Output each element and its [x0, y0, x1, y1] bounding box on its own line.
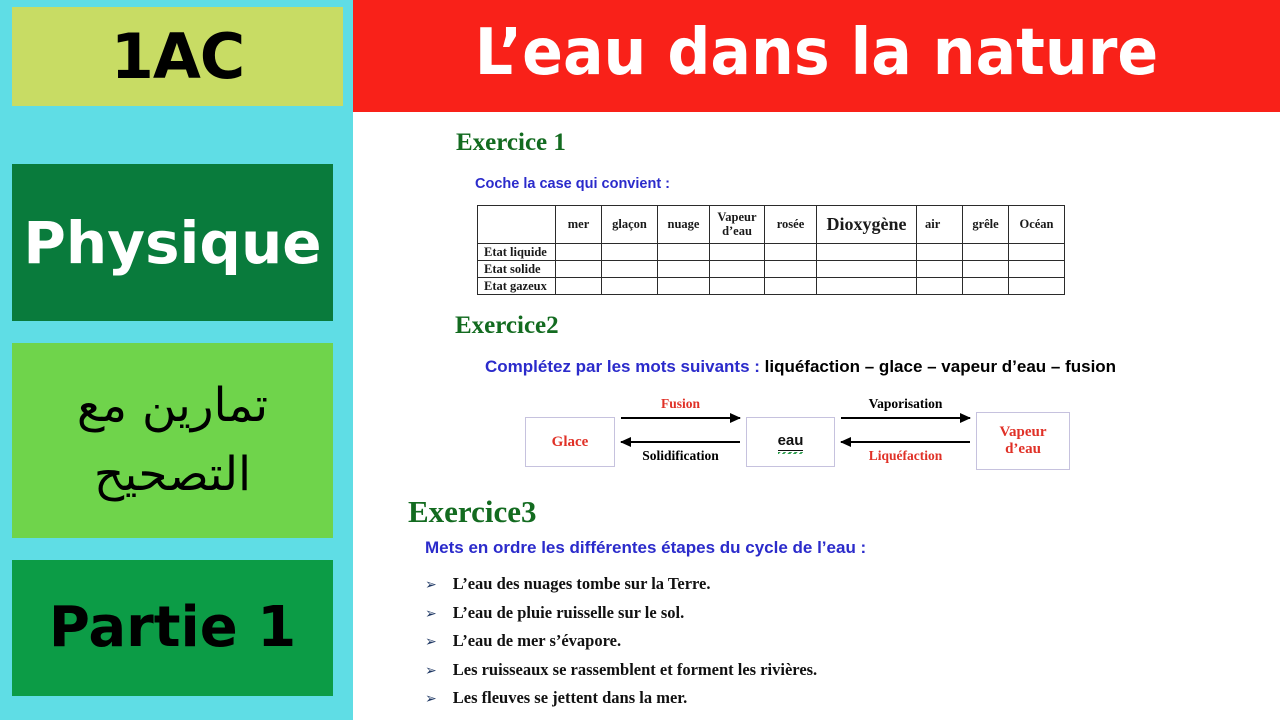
grade-badge-container: [0, 0, 353, 112]
exercise3-heading: Exercice3: [408, 494, 537, 529]
states-table-header-row: [478, 206, 1065, 244]
arrow-right-vaporisation-icon: [841, 417, 970, 419]
states-table: [477, 205, 1065, 295]
state-box-vapeur-line1: Vapeur: [999, 424, 1047, 441]
list-item: [425, 574, 817, 603]
state-box-vapeur-line2: d’eau: [1005, 441, 1041, 457]
exercise3-instruction: Mets en ordre les différentes étapes du cycle de l’eau :: [425, 538, 867, 557]
exercise2-heading: Exercice2: [455, 312, 559, 339]
sidebar-card-part: [12, 560, 333, 696]
arrow-bullet-icon: ➢: [425, 691, 437, 707]
arrow-bullet-icon: ➢: [425, 662, 437, 679]
checkbox-cell[interactable]: [765, 278, 817, 295]
checkbox-cell[interactable]: [917, 261, 963, 278]
checkbox-cell[interactable]: [710, 244, 765, 261]
column-header-nuage: nuage: [658, 206, 710, 244]
state-change-diagram: [525, 396, 1070, 482]
checkbox-cell[interactable]: [963, 278, 1009, 295]
column-header-rosee: rosée: [765, 206, 817, 244]
checkbox-cell[interactable]: [710, 261, 765, 278]
column-header-glacon: glaçon: [602, 206, 658, 244]
states-table-body: [478, 244, 1065, 295]
arabic-note-label: تمارين مع التصحيح: [76, 378, 269, 502]
subject-label: Physique: [23, 208, 322, 277]
list-item: [425, 603, 817, 632]
grade-badge: [12, 7, 343, 106]
arrow-left-liquefaction-icon: [841, 441, 970, 443]
top-bar: [0, 0, 1280, 112]
table-row: [478, 278, 1065, 295]
water-cycle-steps-list: [425, 574, 817, 717]
column-header-grele: grêle: [963, 206, 1009, 244]
exercise1-heading: Exercice 1: [456, 129, 566, 156]
list-item: [425, 688, 817, 717]
checkbox-cell[interactable]: [602, 261, 658, 278]
row-header-etat-solide: Etat solide: [478, 261, 556, 278]
checkbox-cell[interactable]: [963, 261, 1009, 278]
state-box-vapeur-deau: [976, 412, 1070, 470]
column-header-mer: mer: [556, 206, 602, 244]
sidebar: [0, 112, 353, 720]
exercise2-instruction-label: Complétez par les mots suivants :: [485, 357, 765, 376]
worksheet-area: [353, 112, 1280, 720]
arrow-right-fusion-icon: [621, 417, 740, 419]
exercise2-word-bank: liquéfaction – glace – vapeur d’eau – fusion: [764, 357, 1117, 376]
checkbox-cell[interactable]: [817, 261, 917, 278]
checkbox-cell[interactable]: [963, 244, 1009, 261]
table-row: [478, 244, 1065, 261]
checkbox-cell[interactable]: [602, 244, 658, 261]
row-header-etat-gazeux: Etat gazeux: [478, 278, 556, 295]
checkbox-cell[interactable]: [917, 278, 963, 295]
row-header-etat-liquide: Etat liquide: [478, 244, 556, 261]
column-header-air: air: [917, 206, 963, 244]
checkbox-cell[interactable]: [658, 244, 710, 261]
exercise1-instruction: Coche la case qui convient :: [475, 176, 670, 192]
checkbox-cell[interactable]: [917, 244, 963, 261]
exercise2-instruction: [485, 357, 1116, 377]
list-item-label: L’eau des nuages tombe sur la Terre.: [452, 574, 711, 593]
checkbox-cell[interactable]: [556, 261, 602, 278]
state-box-glace-label: Glace: [551, 433, 589, 450]
arrow-bullet-icon: ➢: [425, 634, 437, 650]
list-item-label: Les fleuves se jettent dans la mer.: [452, 688, 688, 707]
list-item: [425, 631, 817, 660]
checkbox-cell[interactable]: [817, 244, 917, 261]
column-header-vapeur-deau: Vapeur d’eau: [710, 206, 765, 244]
transition-label-solidification: Solidification: [642, 448, 719, 463]
checkbox-cell[interactable]: [710, 278, 765, 295]
state-box-glace: [525, 417, 615, 467]
arrow-pair-eau-vapeur: [841, 396, 970, 463]
page-title: L’eau dans la nature: [474, 16, 1159, 90]
arrow-bullet-icon: ➢: [425, 577, 437, 593]
arrow-left-solidification-icon: [621, 441, 740, 443]
column-header-dioxygene: Dioxygène: [817, 206, 917, 244]
state-box-eau: [746, 417, 835, 467]
transition-label-fusion: Fusion: [660, 396, 701, 411]
states-table-corner-cell: [478, 206, 556, 244]
checkbox-cell[interactable]: [765, 244, 817, 261]
title-banner: [353, 0, 1280, 112]
table-row: [478, 261, 1065, 278]
checkbox-cell[interactable]: [602, 278, 658, 295]
grade-badge-label: 1AC: [110, 19, 245, 93]
checkbox-cell[interactable]: [817, 278, 917, 295]
checkbox-cell[interactable]: [658, 261, 710, 278]
checkbox-cell[interactable]: [658, 278, 710, 295]
arrow-bullet-icon: ➢: [425, 605, 437, 622]
part-label: Partie 1: [48, 595, 297, 660]
list-item: [425, 660, 817, 689]
checkbox-cell[interactable]: [556, 244, 602, 261]
checkbox-cell[interactable]: [765, 261, 817, 278]
checkbox-cell[interactable]: [1009, 244, 1065, 261]
sidebar-card-arabic-note: [12, 343, 333, 538]
transition-label-vaporisation: Vaporisation: [868, 396, 943, 411]
state-box-vapeur-deau-label: [1000, 424, 1047, 458]
state-box-eau-label: eau: [778, 433, 804, 452]
states-table-head: [478, 206, 1065, 244]
sidebar-card-subject: [12, 164, 333, 321]
checkbox-cell[interactable]: [1009, 261, 1065, 278]
checkbox-cell[interactable]: [556, 278, 602, 295]
checkbox-cell[interactable]: [1009, 278, 1065, 295]
list-item-label: Les ruisseaux se rassemblent et forment les rivières.: [452, 659, 818, 679]
transition-label-liquefaction: Liquéfaction: [868, 448, 943, 463]
column-header-ocean: Océan: [1009, 206, 1065, 244]
arrow-pair-glace-eau: [621, 396, 740, 463]
list-item-label: L’eau de pluie ruisselle sur le sol.: [452, 602, 685, 622]
list-item-label: L’eau de mer s’évapore.: [452, 631, 622, 650]
